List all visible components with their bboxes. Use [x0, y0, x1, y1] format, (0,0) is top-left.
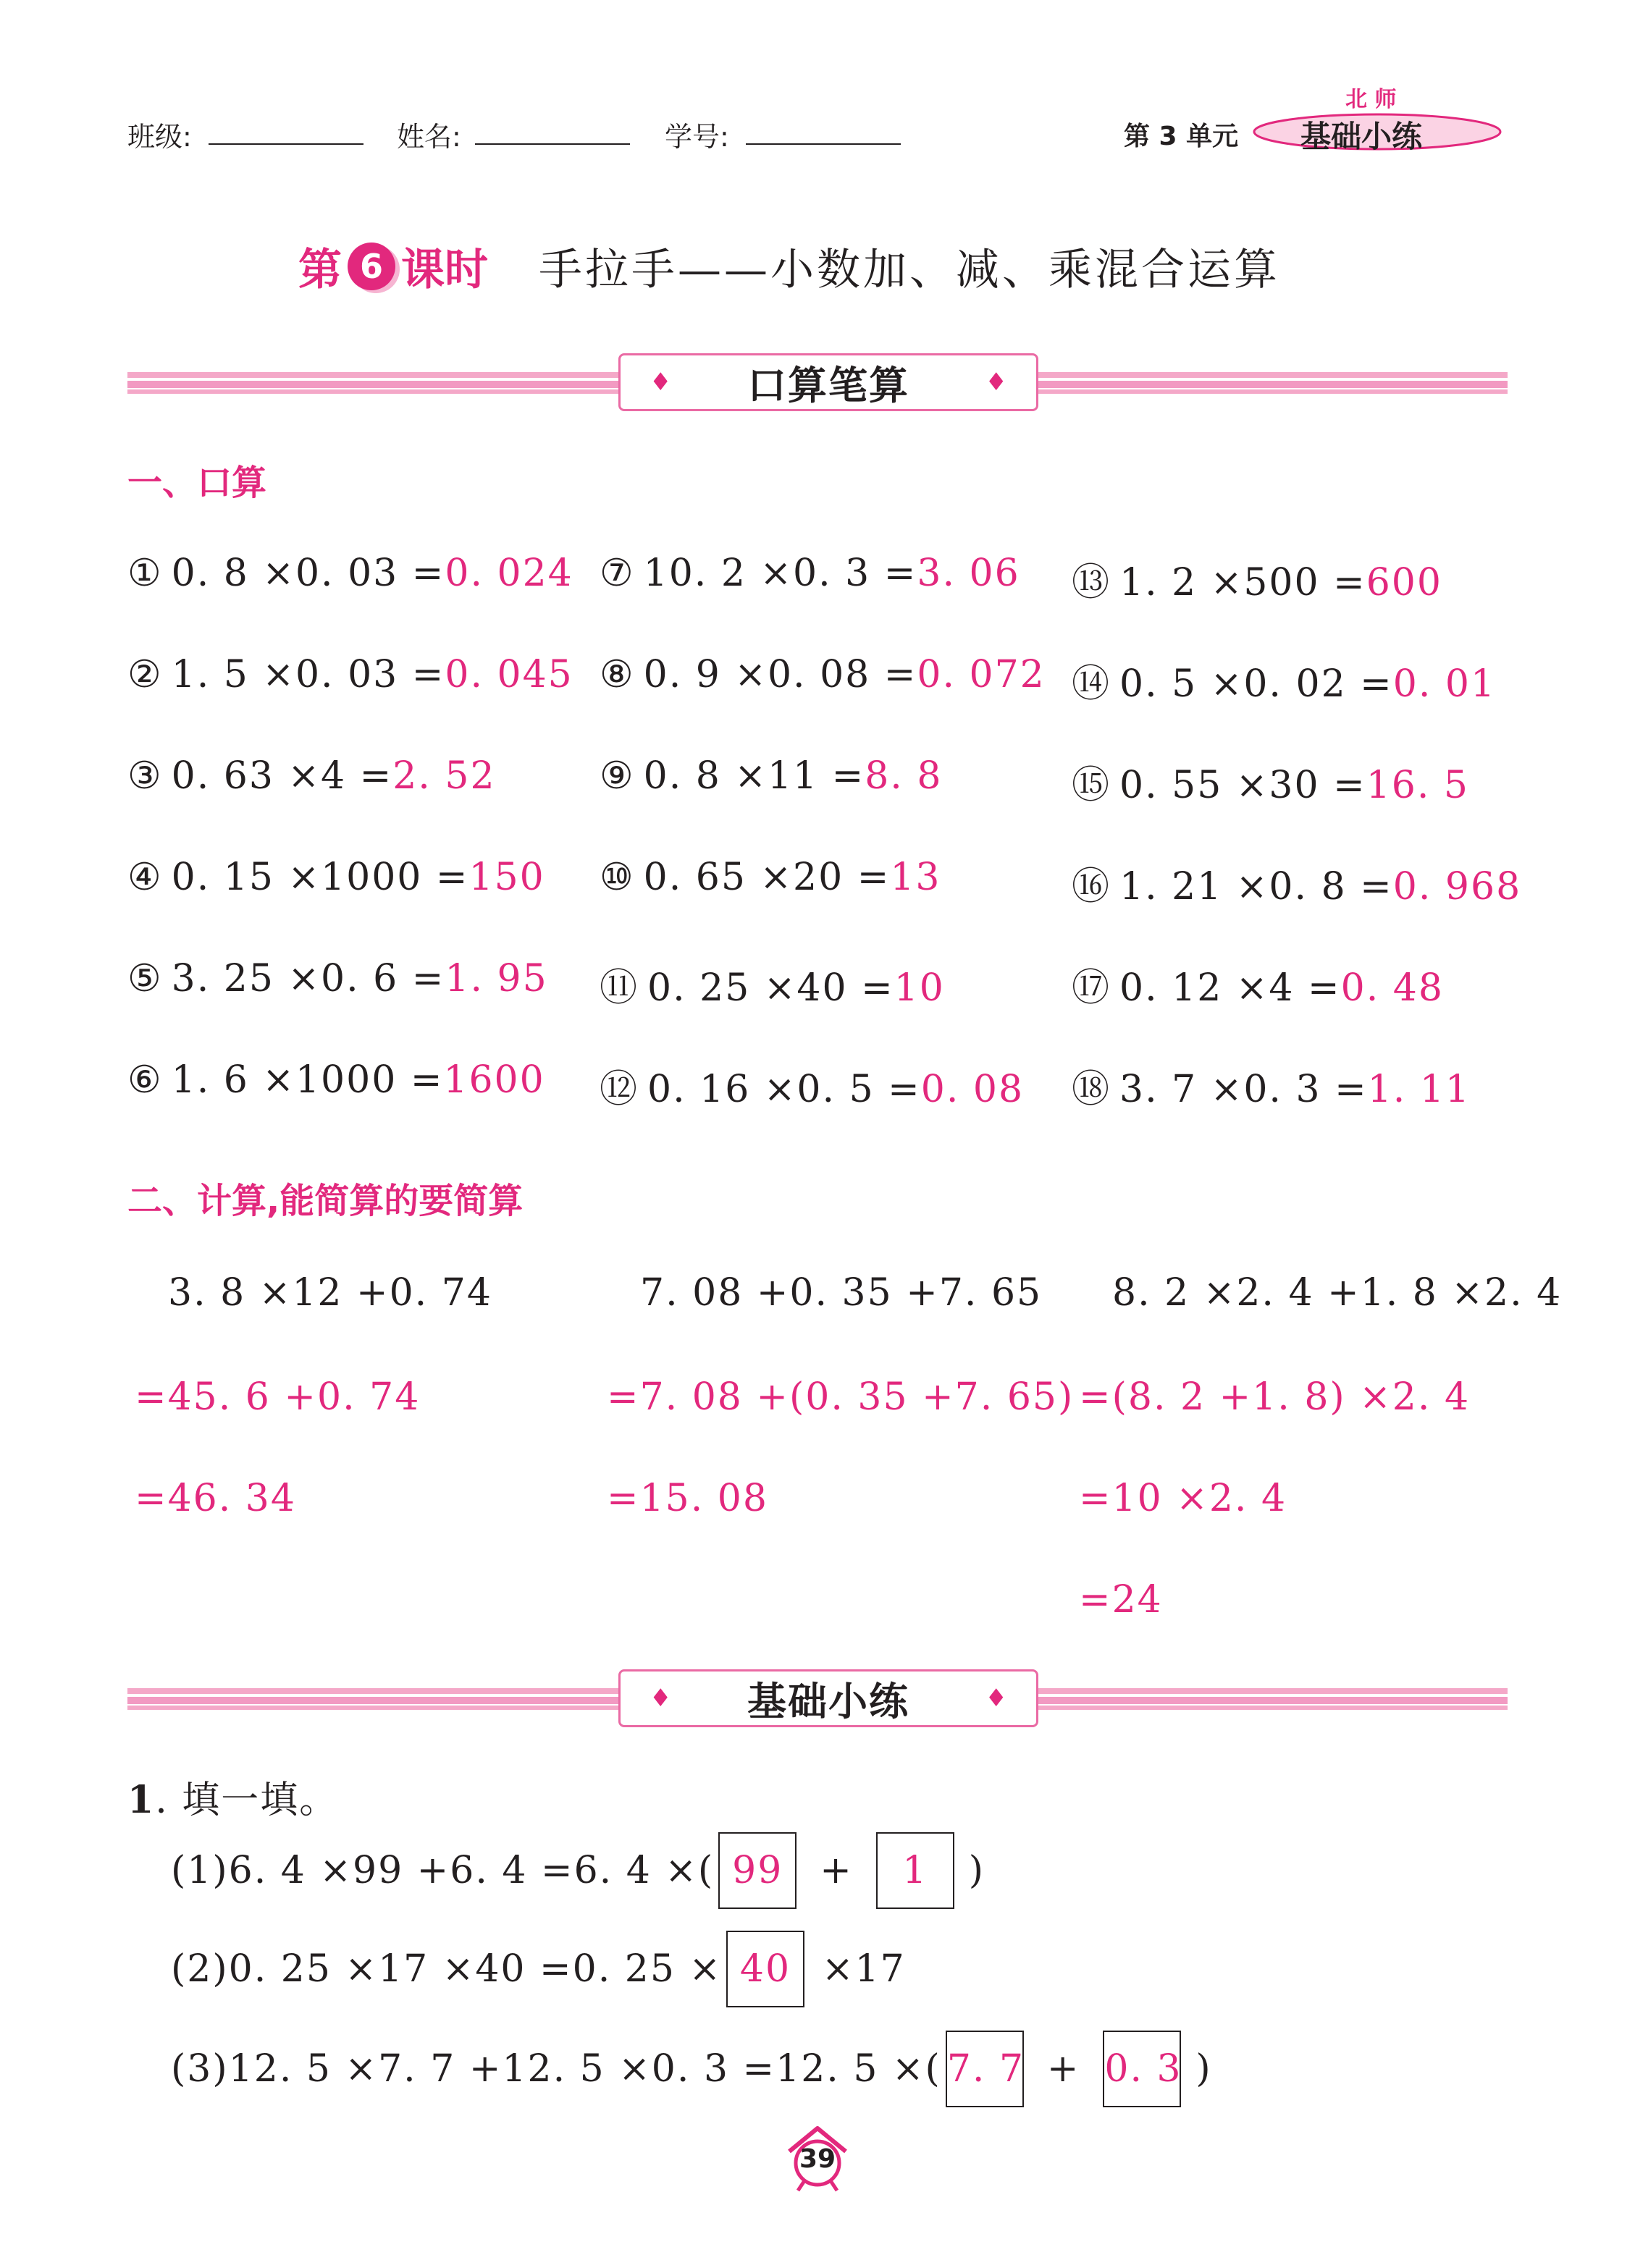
question-text: 0. 16 ×0. 5 = — [647, 1068, 921, 1111]
page-number-badge — [783, 2124, 852, 2192]
answer-text: 8. 8 — [865, 754, 943, 798]
question-text: 0. 63 ×4 = — [171, 754, 393, 798]
oral-item — [1072, 856, 1521, 910]
calc-step: =(8. 2 +1. 8) ×2. 4 — [1079, 1375, 1471, 1419]
lesson-number-badge: 6 — [348, 243, 395, 290]
fill-item-2-tail: ×17 — [822, 1947, 906, 1991]
item-number: ⑯ — [1072, 865, 1111, 909]
item-number: ④ — [127, 856, 163, 899]
answer-box[interactable]: 40 — [726, 1931, 804, 2007]
lesson-title — [298, 230, 1280, 303]
answer-text: 0. 045 — [445, 653, 573, 696]
answer-text: 1600 — [443, 1058, 545, 1102]
question-text: 0. 9 ×0. 08 = — [643, 653, 917, 696]
calc-question: 7. 08 +0. 35 +7. 65 — [640, 1271, 1043, 1315]
item-number: ⑬ — [1072, 561, 1111, 604]
answer-text: 600 — [1366, 561, 1442, 604]
brand-main: 基础小练 — [1300, 119, 1423, 154]
name-blank — [475, 143, 630, 145]
class-label: 班级: — [127, 121, 192, 153]
item-number: ⑪ — [600, 966, 639, 1010]
section-title-2: 基础小练 — [747, 1678, 909, 1724]
question-text: 1. 2 ×500 = — [1119, 561, 1366, 604]
item-number: ⑦ — [600, 552, 635, 595]
calc-question: 8. 2 ×2. 4 +1. 8 ×2. 4 — [1112, 1271, 1563, 1315]
plus-sign: + — [820, 1849, 853, 1892]
unit-label: 第 3 单元 — [1124, 122, 1239, 151]
item-number: ⑭ — [1072, 662, 1111, 706]
answer-text: 0. 01 — [1392, 662, 1497, 706]
question-text: 0. 25 ×40 = — [647, 966, 894, 1010]
answer-text: 10 — [894, 966, 945, 1010]
close-paren: ) — [968, 1849, 985, 1892]
calc-step: =10 ×2. 4 — [1079, 1477, 1287, 1520]
answer-text: 0. 968 — [1392, 865, 1522, 909]
question-text: 0. 15 ×1000 = — [171, 856, 469, 899]
oral-item — [127, 754, 496, 798]
diamond-icon: ♦ — [650, 1684, 672, 1713]
oral-item — [127, 856, 545, 899]
answer-text: 0. 48 — [1340, 966, 1444, 1010]
answer-text: 1. 95 — [445, 957, 548, 1000]
question-text: 1. 21 ×0. 8 = — [1119, 865, 1393, 909]
plus-sign: + — [1046, 2047, 1080, 2091]
student-id-blank — [746, 143, 901, 145]
question-1-heading — [127, 1769, 338, 1824]
answer-text: 0. 024 — [445, 552, 573, 595]
brand-small: 北 师 — [1345, 87, 1397, 112]
fill-item-1-expression: (1)6. 4 ×99 +6. 4 =6. 4 ×( — [171, 1849, 715, 1892]
item-number: ① — [127, 552, 163, 595]
oral-item — [600, 552, 1020, 595]
part2-heading: 二、计算,能简算的要简算 — [127, 1181, 524, 1221]
item-number: ② — [127, 653, 163, 696]
brand-logo — [1250, 109, 1505, 153]
oral-item — [600, 856, 941, 899]
answer-text: 0. 08 — [920, 1068, 1025, 1111]
question-text: 1. 6 ×1000 = — [171, 1058, 444, 1102]
calc-step: =45. 6 +0. 74 — [135, 1375, 421, 1419]
oral-item — [127, 1058, 545, 1102]
diamond-icon: ♦ — [650, 368, 672, 397]
close-paren: ) — [1195, 2047, 1212, 2091]
oral-item — [1072, 552, 1442, 606]
section-title-box-2 — [618, 1669, 1038, 1727]
question-text: 0. 65 ×20 = — [643, 856, 891, 899]
answer-box[interactable]: 0. 3 — [1103, 2031, 1181, 2107]
item-number: ③ — [127, 754, 163, 798]
question-text: 3. 7 ×0. 3 = — [1119, 1068, 1368, 1111]
calc-step: =24 — [1079, 1578, 1163, 1622]
question-text: 10. 2 ×0. 3 = — [643, 552, 917, 595]
item-number: ⑤ — [127, 957, 163, 1000]
fill-item-2 — [171, 1930, 906, 2008]
oral-item — [1072, 653, 1496, 707]
diamond-icon: ♦ — [985, 368, 1007, 397]
oral-item — [1072, 1058, 1471, 1113]
item-number: ⑧ — [600, 653, 635, 696]
oral-item — [1072, 957, 1444, 1011]
calc-step: =15. 08 — [607, 1477, 768, 1520]
answer-text: 3. 06 — [917, 552, 1020, 595]
calc-step: =46. 34 — [135, 1477, 296, 1520]
item-number: ⑮ — [1072, 764, 1111, 807]
page-number: 39 — [799, 2144, 836, 2174]
item-number: ⑰ — [1072, 966, 1111, 1010]
item-number: ⑱ — [1072, 1068, 1111, 1111]
oral-item — [600, 1058, 1024, 1113]
question-1-text: . 填一填。 — [155, 1779, 339, 1822]
question-text: 1. 5 ×0. 03 = — [171, 653, 445, 696]
fill-item-2-expression: (2)0. 25 ×17 ×40 =0. 25 × — [171, 1947, 723, 1991]
answer-text: 2. 52 — [392, 754, 496, 798]
answer-box[interactable]: 1 — [876, 1832, 954, 1909]
answer-text: 13 — [890, 856, 941, 899]
answer-text: 0. 072 — [917, 653, 1046, 696]
lesson-prefix: 第 — [298, 245, 342, 295]
question-text: 0. 5 ×0. 02 = — [1119, 662, 1393, 706]
student-id-label: 学号: — [665, 121, 729, 153]
class-blank — [209, 143, 363, 145]
answer-box[interactable]: 7. 7 — [946, 2031, 1024, 2107]
item-number: ⑫ — [600, 1068, 639, 1111]
oral-item — [600, 957, 945, 1011]
question-text: 3. 25 ×0. 6 = — [171, 957, 445, 1000]
oral-item — [127, 957, 548, 1000]
question-text: 0. 12 ×4 = — [1119, 966, 1341, 1010]
oral-item — [1072, 754, 1469, 809]
lesson-suffix: 课时 — [401, 245, 488, 295]
oral-item — [127, 653, 573, 696]
lesson-main-title: 手拉手——小数加、减、乘混合运算 — [539, 245, 1280, 295]
part1-heading: 一、口算 — [127, 463, 267, 503]
oral-item — [127, 552, 573, 595]
question-text: 0. 8 ×0. 03 = — [171, 552, 445, 595]
calc-question: 3. 8 ×12 +0. 74 — [168, 1271, 492, 1315]
question-1-number: 1 — [127, 1778, 156, 1822]
answer-box[interactable]: 99 — [718, 1832, 797, 1909]
item-number: ⑩ — [600, 856, 635, 899]
fill-item-3 — [171, 2030, 1212, 2108]
section-title-box-1 — [618, 353, 1038, 411]
answer-text: 150 — [468, 856, 545, 899]
oral-item — [600, 754, 942, 798]
fill-item-3-expression: (3)12. 5 ×7. 7 +12. 5 ×0. 3 =12. 5 ×( — [171, 2047, 941, 2091]
question-text: 0. 55 ×30 = — [1119, 764, 1366, 807]
oral-item — [600, 653, 1046, 696]
item-number: ⑨ — [600, 754, 635, 798]
diamond-icon: ♦ — [985, 1684, 1007, 1713]
answer-text: 16. 5 — [1366, 764, 1470, 807]
fill-item-1 — [171, 1831, 985, 1910]
section-title-1: 口算笔算 — [747, 362, 909, 408]
calc-step: =7. 08 +(0. 35 +7. 65) — [607, 1375, 1075, 1419]
answer-text: 1. 11 — [1367, 1068, 1471, 1111]
name-label: 姓名: — [397, 121, 461, 153]
question-text: 0. 8 ×11 = — [643, 754, 865, 798]
item-number: ⑥ — [127, 1058, 163, 1102]
